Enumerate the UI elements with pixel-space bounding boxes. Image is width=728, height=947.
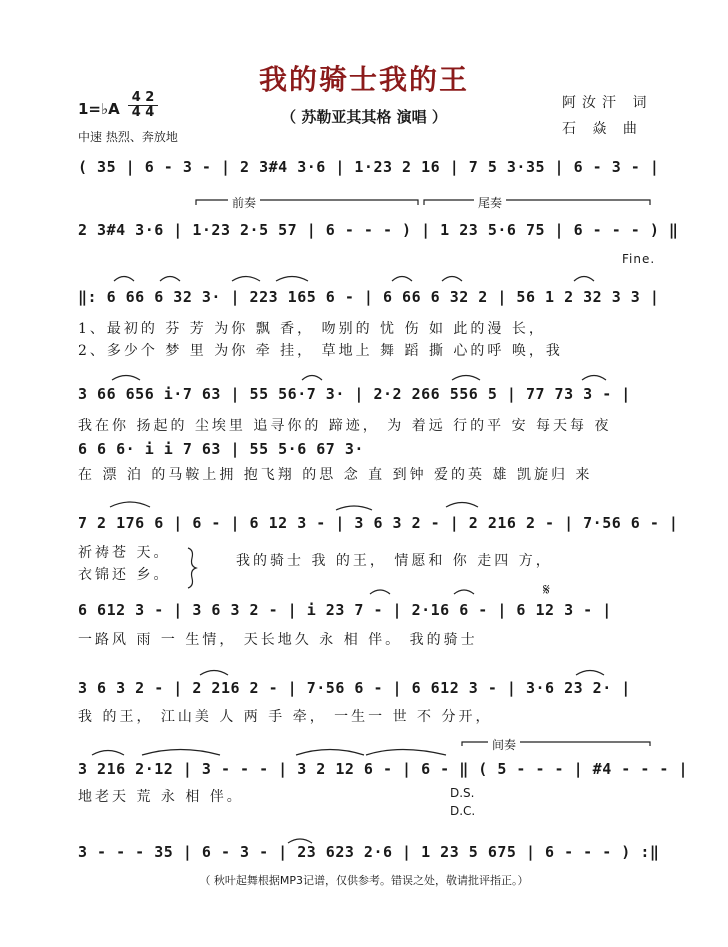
lyric-row-4: 我在你 扬起的 尘埃里 追寻你的 蹄迹， 为 着远 行的平 安 每天每 夜 [78,418,612,434]
lyric-row-9: 地老天 荒 永 相 伴。 [78,789,244,805]
composer-credit: 石 焱 曲 [562,121,643,137]
tempo-marking: 中速 热烈、奔放地 [78,130,178,144]
time-signature-top: 4 2 [131,90,155,105]
notation-row-5: 6 6 6· i i 7 63 | 55 5·6 67 3· [78,440,364,458]
notation-row-10: 3 - - - 35 | 6 - 3 - | 23 623 2·6 | 1 23 5 675 | 6 - - - ) :‖ [78,843,660,861]
notation-row-7: 6 612 3 - | 3 6 3 2 - | i 23 7 - | 2·16 6 - | 6 12 3 - | [78,601,612,619]
lyric-row-5: 在 漂 泊 的马鞍上拥 抱飞翔 的思 念 直 到钟 爱的英 雄 凯旋归 来 [78,467,593,483]
notation-row-3: ‖: 6 66 6 32 3· | 223 165 6 - | 6 66 6 32 2 | 56 1 2 32 3 3 | [78,288,660,306]
coda-label: 尾奏 [474,194,506,211]
prelude-label: 前奏 [228,194,260,211]
dc-marking: D.C. [450,804,476,818]
notation-row-4: 3 66 656 i·7 63 | 55 56·7 3· | 2·2 266 556 5 | 77 73 3 - | [78,385,631,403]
lyric-row-8: 我 的王， 江山美 人 两 手 牵， 一生一 世 不 分开， [78,709,493,725]
notation-row-8: 3 6 3 2 - | 2 216 2 - | 7·56 6 - | 6 612 3 - | 3·6 23 2· | [78,679,631,697]
notation-row-6: 7 2 176 6 | 6 - | 6 12 3 - | 3 6 3 2 - | 2 216 2 - | 7·56 6 - | [78,514,679,532]
lyric-row-6-verse-2: 衣锦还 乡。 [78,567,171,583]
interlude-label: 间奏 [488,736,520,753]
time-signature-bottom: 4 4 [131,105,155,120]
lyric-row-3-verse-2: 2、多少个 梦 里 为你 牵 挂， 草地上 舞 蹈 撕 心的呼 唤，我 [78,343,563,359]
transcriber-note: （ 秋叶起舞根据MP3记谱，仅供参考。错误之处，敬请批评指正。） [199,874,529,887]
lyric-row-3-verse-1: 1、最初的 芬 芳 为你 飘 香， 吻别的 忧 伤 如 此的漫 长， [78,321,546,337]
notation-row-1: ( 35 | 6 - 3 - | 2 3#4 3·6 | 1·23 2 16 | 7 5 3·35 | 6 - 3 - | [78,158,660,176]
segno-marking: 𝄋 [543,580,550,599]
song-title: 我的骑士我的王 [258,63,469,96]
lyric-row-6-refrain: 我的骑士 我 的王， 情愿和 你 走四 方， [236,553,553,569]
lyric-row-6-verse-1: 祈祷苍 天。 [78,545,171,561]
ds-marking: D.S. [450,786,475,800]
lyric-row-7: 一路风 雨 一 生情， 天长地久 永 相 伴。 我的骑士 [78,632,478,648]
song-subtitle: （ 苏勒亚其其格 演唱 ） [281,108,447,126]
fine-marking: Fine. [622,252,656,266]
key-signature: 1=♭A [78,100,120,118]
lyricist-credit: 阿汝汗 词 [562,95,653,111]
notation-row-9: 3 216 2·12 | 3 - - - | 3 2 12 6 - | 6 - ‖ ( 5 - - - | #4 - - - | [78,760,688,778]
notation-row-2: 2 3#4 3·6 | 1·23 2·5 57 | 6 - - - ) | 1 23 5·6 75 | 6 - - - ) ‖ [78,221,679,239]
